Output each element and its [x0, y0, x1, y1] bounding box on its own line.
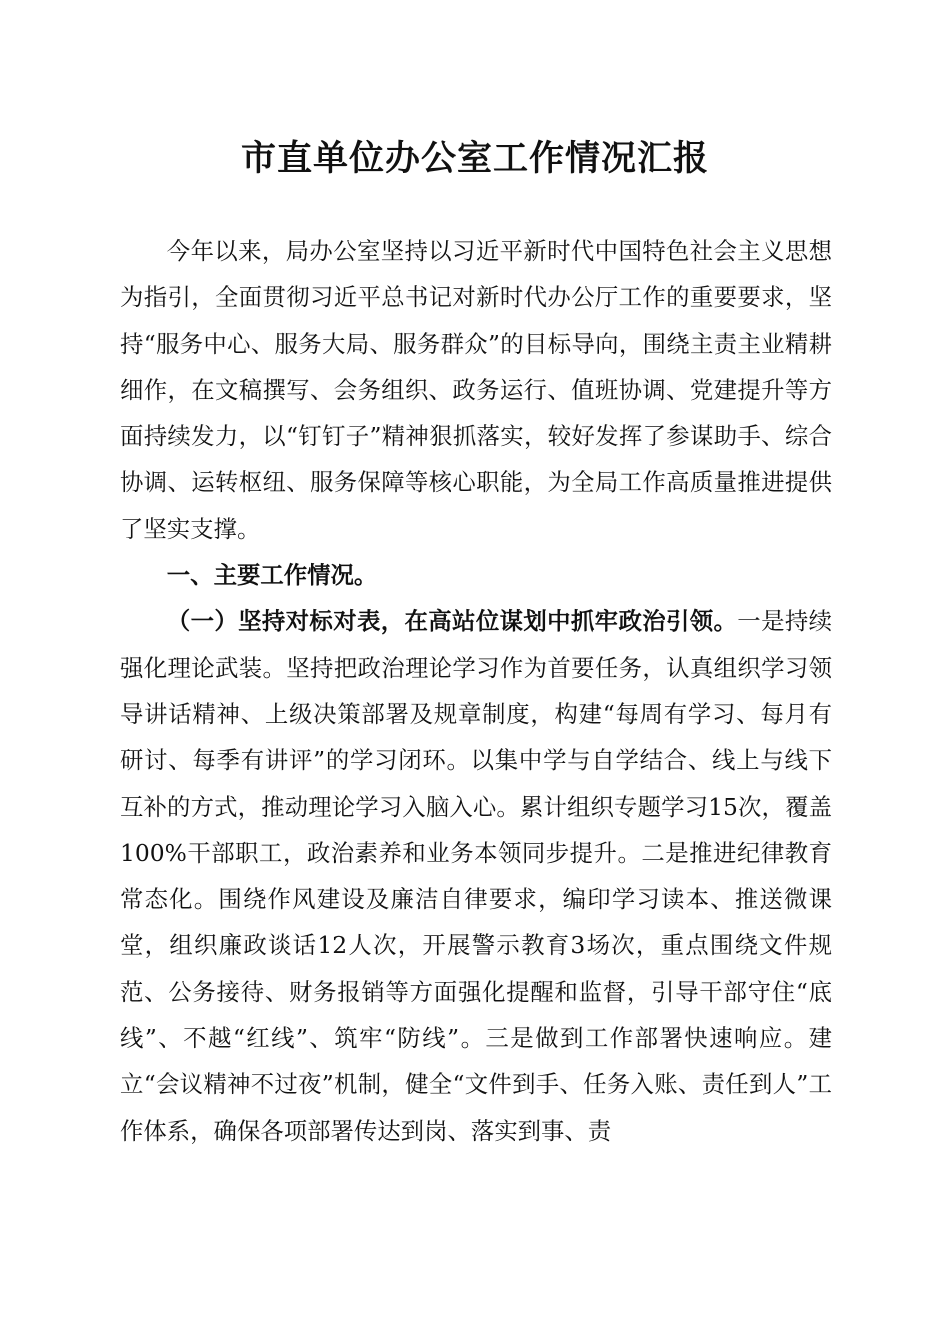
intro-paragraph: 今年以来，局办公室坚持以习近平新时代中国特色社会主义思想为指引，全面贯彻习近平总书记对新时代办公厅工作的重要要求，坚持“服务中心、服务大局、服务群众”的目标导向，围绕主责主业精耕细作，在文稿撰写、会务组织、政务运行、值班协调、党建提升等方面持续发力，以“钉钉子”精神狠抓落实，较好发挥了参谋助手、综合协调、运转枢纽、服务保障等核心职能，为全局工作高质量推进提供了坚实支撑。	[120, 237, 832, 543]
section-heading: 一、主要工作情况。	[166, 561, 378, 590]
subsection-paragraph	[120, 598, 832, 1154]
subsection-body: 一是持续强化理论武装。坚持把政治理论学习作为首要任务，认真组织学习领导讲话精神、上级决策部署及规章制度，构建“每周有学习、每月有研讨、每季有讲评”的学习闭环。以集中学与自学结合、线上与线下互补的方式，推动理论学习入脑入心。累计组织专题学习15次，覆盖100%干部职工，政治素养和业务本领同步提升。二是推进纪律教育常态化。围绕作风建设及廉洁自律要求，编印学习读本、推送微课堂，组织廉政谈话12人次，开展警示教育3场次，重点围绕文件规范、公务接待、财务报销等方面强化提醒和监督，引导干部守住“底线”、不越“红线”、筑牢“防线”。三是做到工作部署快速响应。建立“会议精神不过夜”机制，健全“文件到手、任务入账、责任到人”工作体系，确保各项部署传达到岗、落实到事、责	[120, 607, 832, 1145]
document-title: 市直单位办公室工作情况汇报	[240, 138, 709, 179]
document-body	[120, 228, 832, 1154]
subsection-lead: （一）坚持对标对表，在高站位谋划中抓牢政治引领。	[166, 607, 738, 636]
